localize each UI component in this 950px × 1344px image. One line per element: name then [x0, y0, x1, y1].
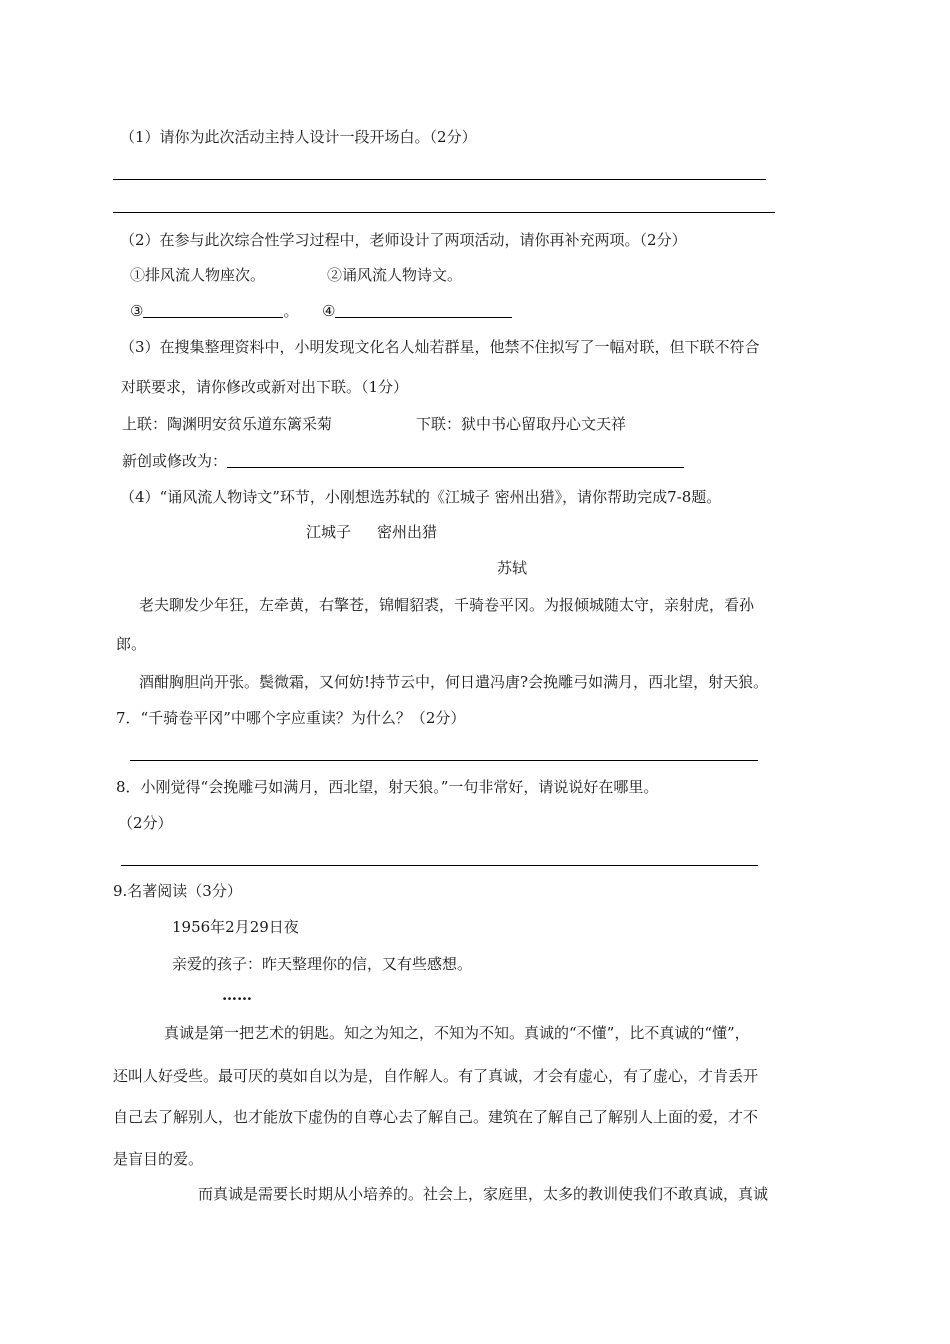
question-7-text: 7．“千骑卷平冈”中哪个字应重读？为什么？（2分） [116, 709, 466, 727]
couplet-revise [122, 453, 684, 469]
revise-label: 新创或修改为： [122, 452, 228, 470]
answer-line-q1-a[interactable] [113, 179, 766, 180]
answer-blank-4[interactable] [335, 303, 512, 318]
question-8-text: 8．小刚觉得“会挽雕弓如满月，西北望，射天狼。”一句非常好，请说说好在哪里。 [116, 778, 659, 796]
letter-greeting: 亲爱的孩子：昨天整理你的信，又有些感想。 [172, 955, 473, 973]
poem-title-name: 密州出猎 [377, 523, 438, 541]
answer-blank-3[interactable] [143, 303, 283, 318]
poem-title [306, 525, 463, 540]
question-4-text: （4）“诵风流人物诗文”环节，小刚想选苏轼的《江城子 密州出猎》，请你帮助完成7-8题。 [120, 488, 722, 506]
couplet-lower: 下联：狱中书心留取丹心文天祥 [416, 415, 627, 433]
answer-line-q1-b[interactable] [113, 212, 775, 213]
letter-paragraph-2-line-1: 而真诚是需要长时期从小培养的。社会上，家庭里，太多的教训使我们不敢真诚，真诚 [198, 1185, 769, 1203]
poem-line-1-continued: 郎。 [116, 635, 147, 653]
question-3-text-line2: 对联要求，请你修改或新对出下联。（1分） [121, 378, 409, 396]
answer-line-q7[interactable] [130, 760, 758, 761]
blank-4-prefix: ④ [322, 302, 336, 320]
answer-blank-couplet[interactable] [227, 453, 684, 468]
question-3-text-line1: （3）在搜集整理资料中，小明发现文化名人灿若群星，他禁不住拟写了一幅对联，但下联不符合 [120, 338, 760, 356]
letter-ellipsis: …… [222, 986, 252, 1004]
poem-line-1: 老夫聊发少年狂，左牵黄，右擎苍，锦帽貂裘，千骑卷平冈。为报倾城随太守，亲射虎，看孙 [139, 596, 755, 614]
poem-author: 苏轼 [497, 559, 528, 577]
activity-4-blank [322, 303, 512, 319]
letter-paragraph-1-line-4: 是盲目的爱。 [113, 1150, 204, 1168]
question-1-text: （1）请你为此次活动主持人设计一段开场白。（2分） [120, 128, 477, 146]
question-9-title: 9.名著阅读（3分） [113, 882, 242, 900]
blank-3-prefix: ③ [130, 302, 144, 320]
letter-paragraph-1-line-2: 还叫人好受些。最可厌的莫如自以为是，自作解人。有了真诚，才会有虚心，有了虚心，才肯丢开 [113, 1067, 759, 1085]
blank-3-suffix: 。 [283, 302, 299, 320]
activity-1: ①排风流人物座次。 [130, 266, 266, 284]
letter-date: 1956年2月29日夜 [172, 918, 299, 936]
question-2-text: （2）在参与此次综合性学习过程中，老师设计了两项活动，请你再补充两项。（2分） [120, 231, 687, 249]
couplet-upper: 上联：陶渊明安贫乐道东篱采菊 [122, 415, 333, 433]
activity-2: ②诵风流人物诗文。 [327, 266, 463, 284]
letter-paragraph-1-line-3: 自己去了解别人，也才能放下虚伪的自尊心去了解自己。建筑在了解自己了解别人上面的爱，才不 [113, 1108, 759, 1126]
answer-line-q8[interactable] [121, 865, 758, 866]
letter-paragraph-1-line-1: 真诚是第一把艺术的钥匙。知之为知之，不知为不知。真诚的“不懂”，比不真诚的“懂”， [164, 1024, 750, 1042]
activity-3-blank [130, 303, 298, 319]
poem-title-tune: 江城子 [306, 523, 352, 541]
question-8-score: （2分） [118, 814, 173, 832]
poem-line-2: 酒酣胸胆尚开张。鬓微霜，又何妨!持节云中，何日遣冯唐?会挽雕弓如满月，西北望，射天狼。 [139, 673, 769, 691]
